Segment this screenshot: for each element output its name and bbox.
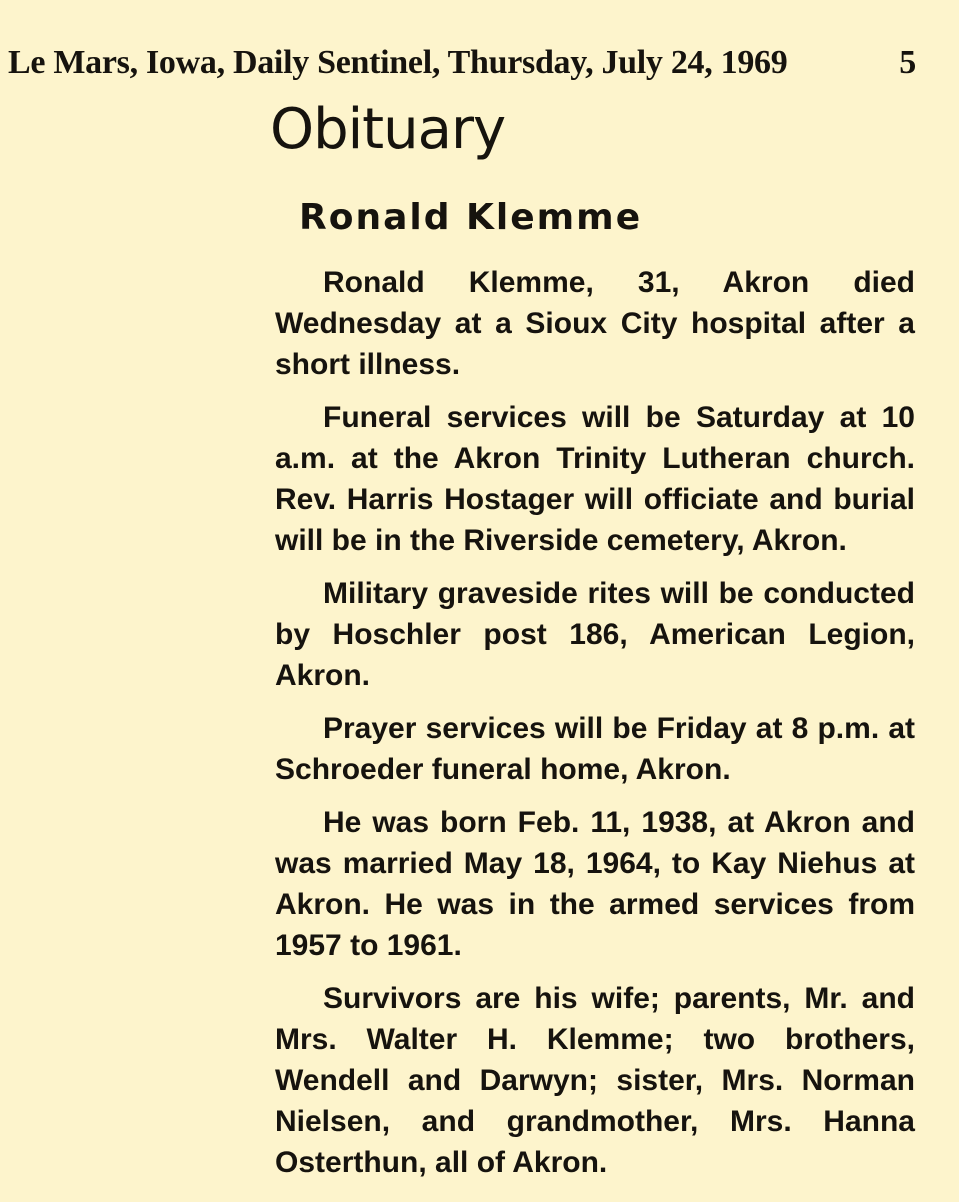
masthead-dateline: Le Mars, Iowa, Daily Sentinel, Thursday, July 24, 1969: [8, 44, 788, 81]
obituary-paragraph: Ronald Klemme, 31, Akron died Wednesday at a Sioux City hospital after a short illness.: [275, 266, 915, 381]
obituary-paragraph: Funeral services will be Saturday at 10 a.m. at the Akron Trinity Lutheran church. Rev. Harris Hostager will officiate and burial will be in the Riverside cemetery, Akron.: [275, 401, 915, 557]
obituary-name: Ronald Klemme: [299, 197, 643, 238]
obituary-paragraph: He was born Feb. 11, 1938, at Akron and was married May 18, 1964, to Kay Niehus at Akron. He was in the armed services from 1957 to 1961.: [275, 806, 915, 962]
obituary-paragraph: Survivors are his wife; parents, Mr. and Mrs. Walter H. Klemme; two brothers, Wendell and Darwyn; sister, Mrs. Norman Nielsen, and grandmother, Mrs. Hanna Osterthun, all of Akron.: [275, 982, 915, 1179]
page-number: 5: [899, 44, 916, 81]
obituary-body: [275, 262, 915, 1195]
obituary-paragraph: Prayer services will be Friday at 8 p.m. at Schroeder funeral home, Akron.: [275, 712, 915, 786]
section-title: Obituary: [270, 97, 506, 162]
newspaper-header: [8, 44, 918, 82]
obituary-paragraph: Military graveside rites will be conducted by Hoschler post 186, American Legion, Akron.: [275, 577, 915, 692]
